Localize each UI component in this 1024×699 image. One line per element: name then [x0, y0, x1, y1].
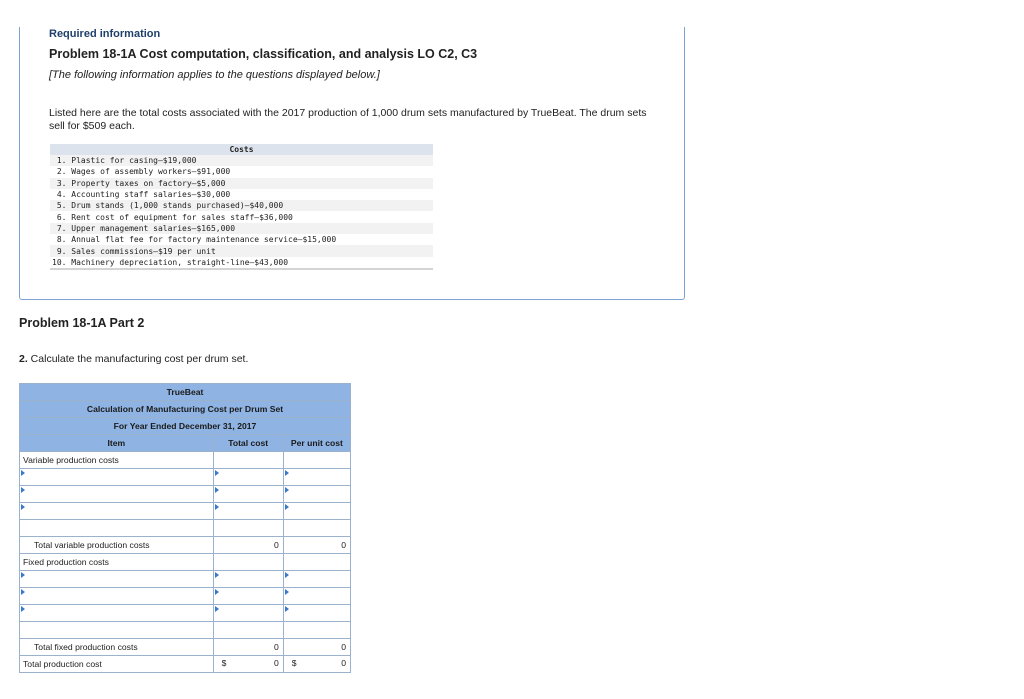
- column-header-unit: Per unit cost: [283, 435, 350, 452]
- company-name: TrueBeat: [20, 384, 351, 401]
- total-production-unit-cell: [283, 656, 350, 673]
- cost-item: 3. Property taxes on factory—$5,000: [50, 178, 433, 189]
- costs-header: Costs: [50, 144, 433, 155]
- variable-total-input[interactable]: [213, 486, 283, 503]
- variable-total-input[interactable]: [213, 469, 283, 486]
- statement-period: For Year Ended December 31, 2017: [20, 418, 351, 435]
- blank-cell: [213, 452, 283, 469]
- part-title: Problem 18-1A Part 2: [19, 316, 145, 330]
- cost-item: 7. Upper management salaries—$165,000: [50, 223, 433, 234]
- column-header-item: Item: [20, 435, 214, 452]
- variable-unit-input[interactable]: [283, 469, 350, 486]
- question-body: Calculate the manufacturing cost per drum set.: [27, 353, 249, 365]
- cost-item: 4. Accounting staff salaries—$30,000: [50, 189, 433, 200]
- total-fixed-total: 0: [213, 639, 283, 656]
- blank-cell: [283, 520, 350, 537]
- cost-item: 8. Annual flat fee for factory maintenance service—$15,000: [50, 234, 433, 245]
- variable-total-input[interactable]: [213, 503, 283, 520]
- dropdown-arrow-icon: [215, 487, 219, 493]
- blank-cell: [283, 554, 350, 571]
- fixed-item-input[interactable]: [20, 605, 214, 622]
- dropdown-arrow-icon: [21, 589, 25, 595]
- total-variable-label: Total variable production costs: [20, 537, 214, 554]
- blank-cell: [20, 622, 214, 639]
- dropdown-arrow-icon: [21, 487, 25, 493]
- question-text: [19, 353, 248, 365]
- dropdown-arrow-icon: [285, 572, 289, 578]
- blank-cell: [213, 520, 283, 537]
- fixed-item-input[interactable]: [20, 588, 214, 605]
- dropdown-arrow-icon: [21, 470, 25, 476]
- variable-unit-input[interactable]: [283, 486, 350, 503]
- dropdown-arrow-icon: [21, 606, 25, 612]
- fixed-item-input[interactable]: [20, 571, 214, 588]
- required-info-heading: Required information: [49, 28, 161, 40]
- fixed-total-input[interactable]: [213, 605, 283, 622]
- total-production-label: Total production cost: [20, 656, 214, 673]
- problem-title: Problem 18-1A Cost computation, classification, and analysis LO C2, C3: [49, 47, 478, 61]
- fixed-costs-label: Fixed production costs: [20, 554, 214, 571]
- fixed-total-input[interactable]: [213, 588, 283, 605]
- total-fixed-label: Total fixed production costs: [20, 639, 214, 656]
- blank-cell: [283, 622, 350, 639]
- total-production-total-cell: [213, 656, 283, 673]
- cost-item: 6. Rent cost of equipment for sales staff—$36,000: [50, 211, 433, 222]
- variable-item-input[interactable]: [20, 486, 214, 503]
- dropdown-arrow-icon: [215, 589, 219, 595]
- costs-table: [50, 144, 433, 270]
- manufacturing-cost-table: [19, 383, 351, 673]
- cost-item: 5. Drum stands (1,000 stands purchased)—$40,000: [50, 200, 433, 211]
- total-fixed-unit: 0: [283, 639, 350, 656]
- blank-cell: [283, 452, 350, 469]
- cost-item: 10. Machinery depreciation, straight-line—$43,000: [50, 257, 433, 269]
- fixed-unit-input[interactable]: [283, 588, 350, 605]
- blank-cell: [20, 520, 214, 537]
- intro-text: Listed here are the total costs associated with the 2017 production of 1,000 drum sets manufactured by TrueBeat. The drum sets sell for $509 each.: [49, 107, 647, 132]
- dropdown-arrow-icon: [285, 487, 289, 493]
- currency-symbol: $: [221, 658, 227, 668]
- dropdown-arrow-icon: [215, 606, 219, 612]
- cost-item: 1. Plastic for casing—$19,000: [50, 155, 433, 166]
- variable-item-input[interactable]: [20, 469, 214, 486]
- cost-item: 2. Wages of assembly workers—$91,000: [50, 166, 433, 177]
- dropdown-arrow-icon: [285, 470, 289, 476]
- total-production-total: 0: [274, 658, 279, 668]
- variable-costs-label: Variable production costs: [20, 452, 214, 469]
- currency-symbol: $: [291, 658, 297, 668]
- question-number: 2.: [19, 353, 28, 365]
- total-variable-unit: 0: [283, 537, 350, 554]
- dropdown-arrow-icon: [285, 589, 289, 595]
- dropdown-arrow-icon: [21, 504, 25, 510]
- column-header-total: Total cost: [213, 435, 283, 452]
- info-note: [The following information applies to the questions displayed below.]: [49, 69, 380, 81]
- statement-title: Calculation of Manufacturing Cost per Drum Set: [20, 401, 351, 418]
- dropdown-arrow-icon: [21, 572, 25, 578]
- dropdown-arrow-icon: [215, 572, 219, 578]
- dropdown-arrow-icon: [215, 470, 219, 476]
- dropdown-arrow-icon: [285, 504, 289, 510]
- total-variable-total: 0: [213, 537, 283, 554]
- variable-unit-input[interactable]: [283, 503, 350, 520]
- blank-cell: [213, 554, 283, 571]
- fixed-unit-input[interactable]: [283, 571, 350, 588]
- variable-item-input[interactable]: [20, 503, 214, 520]
- total-production-unit: 0: [341, 658, 346, 668]
- fixed-total-input[interactable]: [213, 571, 283, 588]
- fixed-unit-input[interactable]: [283, 605, 350, 622]
- blank-cell: [213, 622, 283, 639]
- cost-item: 9. Sales commissions—$19 per unit: [50, 245, 433, 256]
- dropdown-arrow-icon: [285, 606, 289, 612]
- dropdown-arrow-icon: [215, 504, 219, 510]
